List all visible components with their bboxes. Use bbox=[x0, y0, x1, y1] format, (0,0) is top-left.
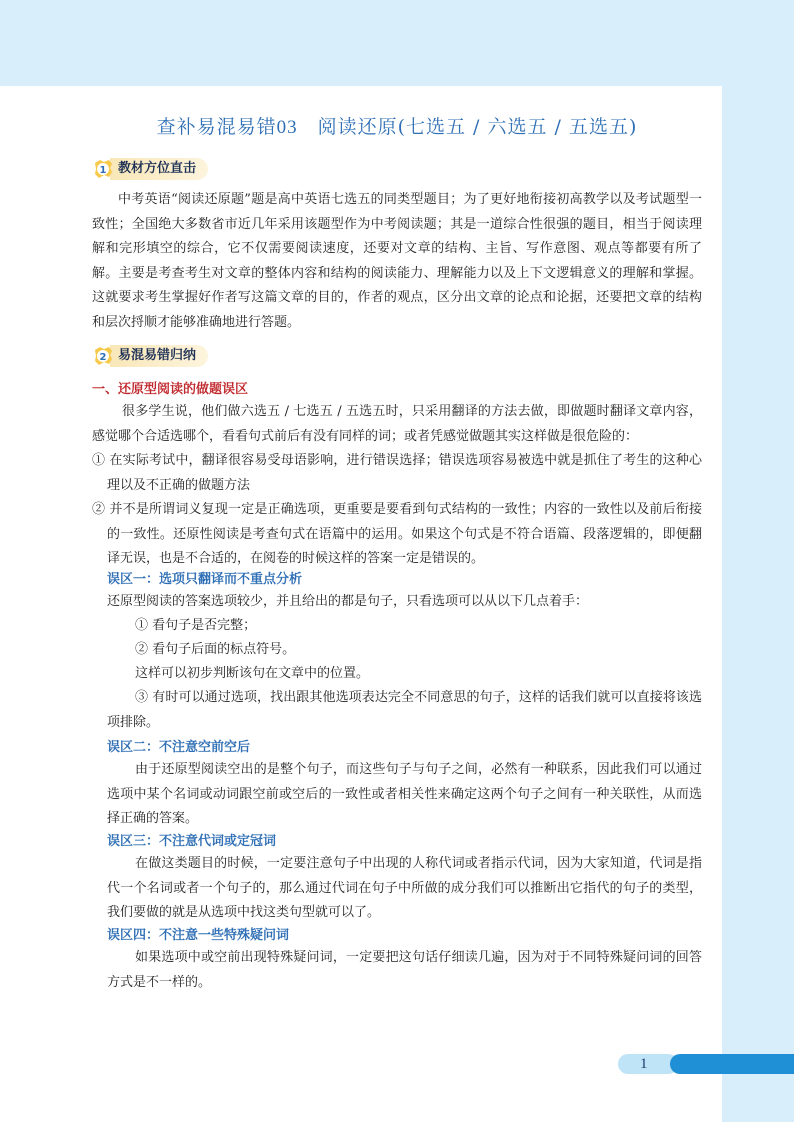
error3-heading: 误区三：不注意代词或定冠词 bbox=[107, 834, 277, 849]
page-number-pill-dark bbox=[670, 1054, 794, 1074]
error1-note: 这样可以初步判断该句在文章中的位置。 bbox=[135, 666, 370, 681]
section2-badge-number: 2 bbox=[99, 352, 107, 363]
error4-text: 如果选项中或空前出现特殊疑问词，一定要把这句话仔细读几遍，因为对于不同特殊疑问词的回答方式是不一样的。 bbox=[107, 950, 702, 990]
page-number-bar bbox=[618, 1054, 794, 1074]
title-part2: 阅读还原(七选五 / 六选五 / 五选五) bbox=[317, 116, 638, 138]
top-background-band bbox=[0, 0, 794, 86]
title-number: 03 bbox=[276, 117, 298, 138]
error2-heading: 误区二：不注意空前空后 bbox=[107, 740, 251, 755]
section2-point2: ② 并不是所谓词义复现一定是正确选项，更重要是要看到句式结构的一致性；内容的一致性以及前后衔接的一致性。还原性阅读是考查句式在语篇中的运用。如果这个句式是不符合语篇、段落逻辑的，即便翻译无误，也是不合适的，在阅卷的时候这样的答案一定是错误的。 bbox=[92, 502, 702, 566]
section2-point1: ① 在实际考试中，翻译很容易受母语影响，进行错误选择；错误选项容易被选中就是抓住了考生的这种心理以及不正确的做题方法 bbox=[92, 453, 702, 493]
error4-heading: 误区四：不注意一些特殊疑问词 bbox=[107, 928, 290, 943]
error3-text: 在做这类题目的时候，一定要注意句子中出现的人称代词或者指示代词，因为大家知道，代词是指代一个名词或者一个句子的，那么通过代词在句子中所做的成分我们可以推断出它指代的句子的类型，我们要做的就是从选项中找这类句型就可以了。 bbox=[107, 856, 702, 920]
error1-item3: ③ 有时可以通过选项，找出跟其他选项表达完全不同意思的句子，这样的话我们就可以直接将该选项排除。 bbox=[107, 690, 702, 730]
error1-intro: 还原型阅读的答案选项较少，并且给出的都是句子，只看选项可以从以下几点着手： bbox=[107, 594, 589, 609]
section2-intro: 很多学生说，他们做六选五 / 七选五 / 五选五时，只采用翻译的方法去做，即做题时翻译文章内容，感觉哪个合适选哪个，看看句式前后有没有同样的词；或者凭感觉做题其实这样做是很危险的： bbox=[92, 404, 702, 444]
section1-header bbox=[92, 158, 208, 180]
section2-heading: 一、还原型阅读的做题误区 bbox=[92, 382, 249, 397]
right-background-band bbox=[722, 0, 794, 1122]
error1-heading: 误区一：选项只翻译而不重点分析 bbox=[107, 572, 303, 587]
number-badge-icon bbox=[92, 345, 114, 367]
title-part1: 查补易混易错 bbox=[156, 116, 277, 138]
section2-header bbox=[92, 345, 208, 367]
error2-text: 由于还原型阅读空出的是整个句子，而这些句子与句子之间，必然有一种联系，因此我们可以通过选项中某个名词或动词跟空前或空后的一致性或者相关性来确定这两个句子之间有一种关联性，从而选择正确的答案。 bbox=[107, 762, 702, 826]
page-number: 1 bbox=[640, 1056, 648, 1072]
error1-item1: ① 看句子是否完整； bbox=[135, 618, 257, 633]
section1-paragraph: 中考英语“阅读还原题”题是高中英语七选五的同类型题目；为了更好地衔接初高教学以及考试题型一致性；全国绝大多数省市近几年采用该题型作为中考阅读题；其是一道综合性很强的题目，相当于阅读理解和完形填空的综合，它不仅需要阅读速度，还要对文章的结构、主旨、写作意图、观点等都要有所了解。主要是考查考生对文章的整体内容和结构的阅读能力、理解能力以及上下文逻辑意义的理解和掌握。这就要求考生掌握好作者写这篇文章的目的，作者的观点，区分出文章的论点和论据，还要把文章的结构和层次捋顺才能够准确地进行答题。 bbox=[92, 192, 702, 330]
section1-label: 教材方位直击 bbox=[110, 158, 208, 180]
section2-label: 易混易错归纳 bbox=[110, 345, 208, 367]
section1-badge-number: 1 bbox=[99, 165, 107, 176]
error1-item2: ② 看句子后面的标点符号。 bbox=[135, 642, 296, 657]
page-title bbox=[0, 112, 794, 139]
number-badge-icon bbox=[92, 158, 114, 180]
page-number-pill-light bbox=[618, 1054, 678, 1074]
